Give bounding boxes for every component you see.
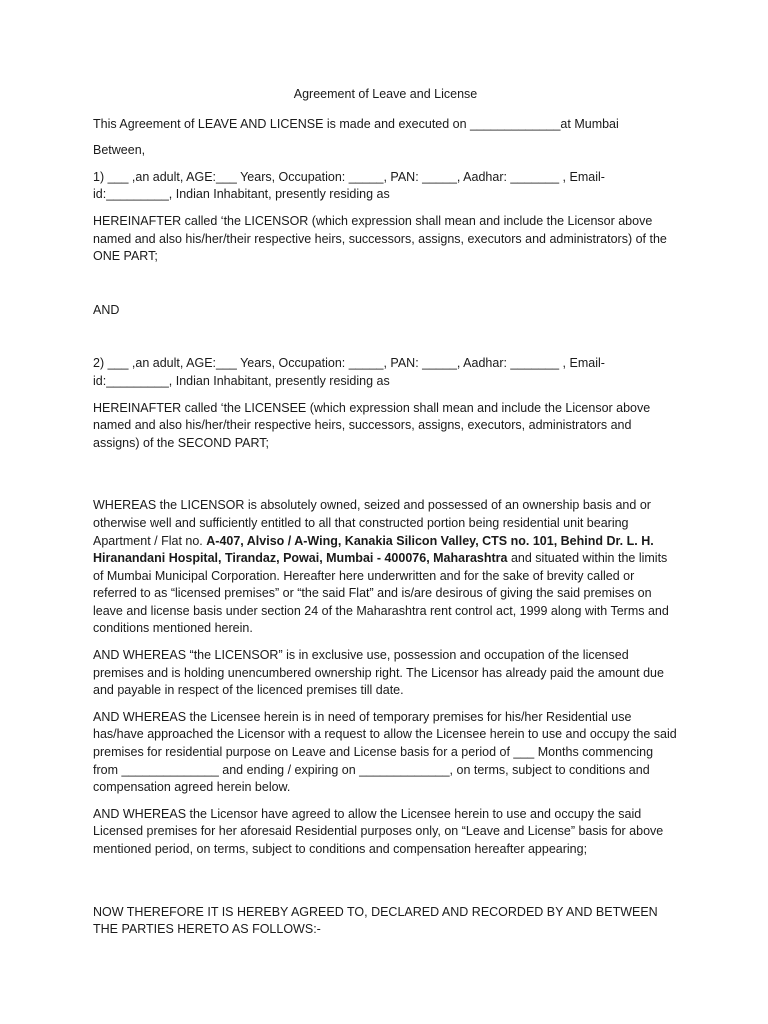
between-label: Between, <box>93 143 146 158</box>
and-separator: AND <box>93 302 120 317</box>
whereas-ownership-paragraph <box>93 497 678 638</box>
party1-called: HEREINAFTER called ‘the LICENSOR (which expression shall mean and include the Licensor above named and also his/her/their respective heirs, successors, assigns, executors and administrators) of the ONE PART; <box>93 213 667 264</box>
intro-paragraph: This Agreement of LEAVE AND LICENSE is made and executed on _____________at Mumbai <box>93 116 619 131</box>
property-address: A-407, Alviso / A-Wing, Kanakia Silicon Valley, CTS no. 101, Behind Dr. L. H. Hiranandani Hospital, Tirandaz, Powai, Mumbai - 400076, Maharashtra <box>93 533 654 566</box>
whereas1-text-start: WHEREAS the LICENSOR is absolutely owned, seized and possessed of an ownership basis and or otherwise well and sufficiently entitled to all that constructed portion being residential unit bearing Apartment / Flat no. <box>93 498 651 548</box>
party2-called: HEREINAFTER called ‘the LICENSEE (which expression shall mean and include the Licensor above named and also his/her/their respective heirs, successors, assigns, executors, administrators and assigns) of the SECOND PART; <box>93 400 651 450</box>
whereas-agreement-paragraph: AND WHEREAS the Licensor have agreed to allow the Licensee herein to use and occupy the said Licensed premises for her aforesaid Residential purposes only, on “Leave and License” basis for above mentioned period, on terms, subject to conditions and compensation hereafter appearing; <box>93 806 664 856</box>
whereas1-text-end: and situated within the limits of Mumbai Municipal Corporation. Hereafter here underwritten and for the sake of brevity called or referred to as “licensed premises” or “the said Flat” and is/are desirous of giving the said premises on leave and license basis under section 24 of the Maharashtra rent control act, 1999 along with Terms and conditions mentioned herein. <box>93 551 669 636</box>
party1-details: 1) ___ ,an adult, AGE:___ Years, Occupation: _____, PAN: _____, Aadhar: _______ , Email-id:_________, Indian Inhabitant, presently residing as <box>93 169 605 202</box>
document-title: Agreement of Leave and License <box>293 87 478 101</box>
whereas-licensee-need-paragraph: AND WHEREAS the Licensee herein is in need of temporary premises for his/her Residential use has/have approached the Licensor with a request to allow the Licensee herein to use and occupy the said premises for residential purpose on Leave and License basis for a period of ___ Months commencing from ______________ and ending / expiring on _____________, on terms, subject to conditions and compensation agreed herein below. <box>93 709 677 795</box>
whereas-possession-paragraph: AND WHEREAS “the LICENSOR” is in exclusive use, possession and occupation of the licensed premises and is holding unencumbered ownership right. The Licensor has already paid the amount due and payable in respect of the licenced premises till date. <box>93 648 664 698</box>
now-therefore-paragraph: NOW THEREFORE IT IS HEREBY AGREED TO, DECLARED AND RECORDED BY AND BETWEEN THE PARTIES HERETO AS FOLLOWS:- <box>93 904 658 937</box>
party2-details: 2) ___ ,an adult, AGE:___ Years, Occupation: _____, PAN: _____, Aadhar: _______ , Email-id:_________, Indian Inhabitant, presently residing as <box>93 356 605 388</box>
document-body <box>93 86 678 948</box>
